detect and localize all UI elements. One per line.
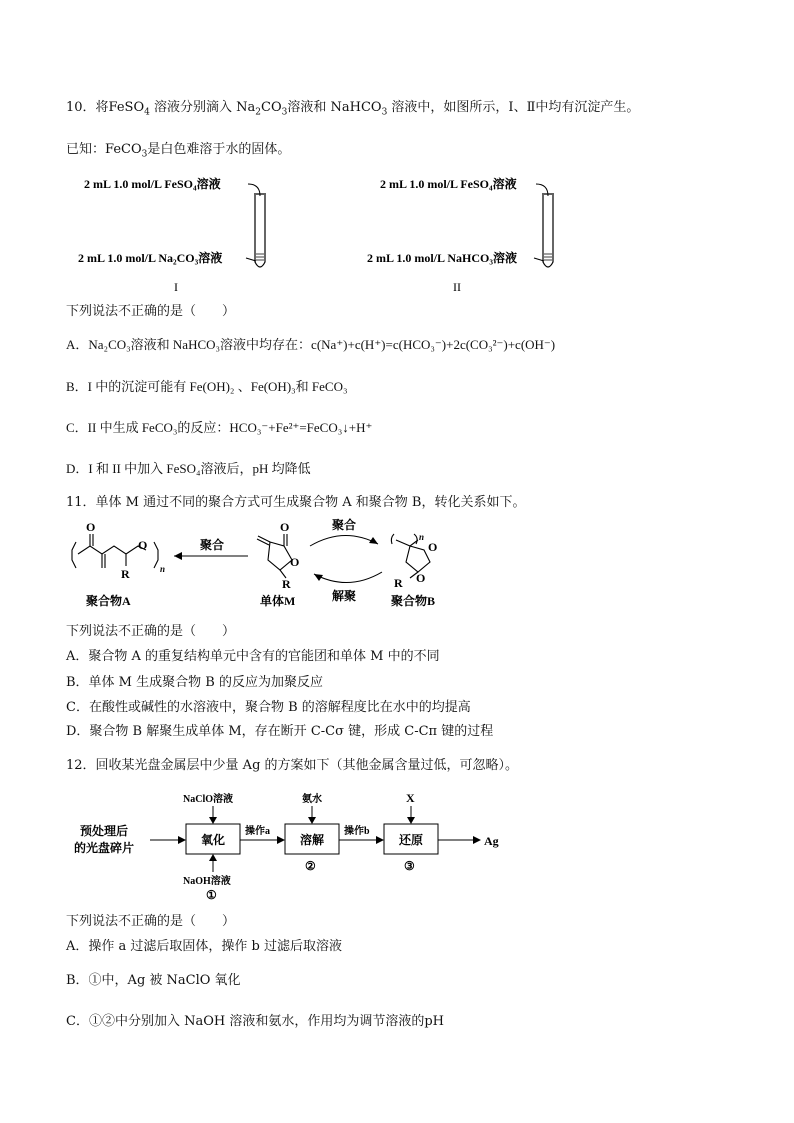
tube1-glass <box>254 194 266 267</box>
monomer-m-ring <box>268 542 292 570</box>
polymer-a-n: n <box>160 564 166 574</box>
flow-reagent-x: X <box>406 791 415 805</box>
flow-product-ag: Ag <box>484 834 499 848</box>
polymer-a-atom-o1: O <box>86 520 96 534</box>
tube1-bottom-label: 2 mL 1.0 mol/L Na₂CO₃溶液 <box>78 251 223 265</box>
q12-option-b: B．①中，Ag 被 NaClO 氧化 <box>66 973 241 988</box>
arrow-bottom-label: 解聚 <box>332 589 357 603</box>
q10-known: 已知：FeCO$_3$是白色难溶于水的固体。 <box>66 142 291 160</box>
tube1-number: I <box>174 280 178 294</box>
polymer-a-label: 聚合物A <box>86 594 131 608</box>
flow-arrow-4 <box>438 836 481 844</box>
arrow-depolymerize <box>314 572 382 583</box>
q12-option-a: A．操作 a 过滤后取固体，操作 b 过滤后取溶液 <box>66 939 342 954</box>
flow-arrow-naclo <box>209 806 217 824</box>
polymer-b-ring <box>406 546 430 572</box>
flow-arrow-ammonia <box>308 806 316 824</box>
flow-step-num-2: ② <box>305 859 316 873</box>
polymer-a-atom-o2: O <box>138 538 148 552</box>
flow-arrow-3 <box>339 836 384 844</box>
tube2-glass <box>542 194 554 267</box>
q10-stem: 10．将FeSO$_4$ 溶液分别滴入 $Na_2CO_3$溶液和 NaHCO$_3$ 溶液中，如图所示，Ⅰ、Ⅱ中均有沉淀产生。 <box>66 100 640 118</box>
flow-arrow-2 <box>240 836 285 844</box>
monomer-m-exo-ene <box>257 536 270 545</box>
polymer-b-atom-o1: O <box>428 540 438 554</box>
q11-ask: 下列说法不正确的是（ ） <box>66 624 236 639</box>
polymer-b-atom-o2: O <box>416 571 426 585</box>
q11-option-d: D．聚合物 B 解聚生成单体 M，存在断开 C-Cσ 键，形成 C-Cπ 键的过程 <box>66 724 494 739</box>
flow-reagent-naoh: NaOH溶液 <box>183 876 231 887</box>
polymer-a-bracket-right <box>154 542 158 568</box>
q10-option-b: B．I 中的沉淀可能有 Fe(OH)₂ 、Fe(OH)₃和 FeCO₃ <box>66 379 348 394</box>
q10-option-d: D．I 和 II 中加入 FeSO₄溶液后，pH 均降低 <box>66 461 311 476</box>
polymer-a-atom-r: R <box>121 567 130 581</box>
tube1-liquid <box>256 254 264 260</box>
monomer-m-atom-r: R <box>282 577 291 591</box>
q10-option-c: C．II 中生成 FeCO₃的反应：HCO₃⁻+Fe²⁺=FeCO₃↓+H⁺ <box>66 420 373 435</box>
polymer-b-n: n <box>419 532 425 542</box>
monomer-m-atom-o1: O <box>280 520 290 534</box>
q10-ask: 下列说法不正确的是（ ） <box>66 304 236 319</box>
arrow-left-label: 聚合 <box>200 538 225 552</box>
monomer-m-label: 单体M <box>260 594 296 608</box>
arrow-top-label: 聚合 <box>332 518 357 532</box>
polymer-b-bracket-left <box>391 534 394 544</box>
flow-box-reduce-label: 还原 <box>399 833 424 847</box>
q12-ask: 下列说法不正确的是（ ） <box>66 914 236 929</box>
flow-box-dissolve-label: 溶解 <box>300 833 325 847</box>
polymer-b-atom-r: R <box>394 576 403 590</box>
flow-box-oxidize-label: 氧化 <box>201 833 226 847</box>
polymer-a-ene <box>102 554 105 568</box>
polymer-scheme <box>64 516 484 616</box>
q11-option-c: C．在酸性或碱性的水溶液中，聚合物 B 的溶解程度比在水中的均提高 <box>66 700 471 715</box>
arrow-polymerize-top <box>310 535 378 546</box>
tube-1 <box>78 176 266 294</box>
tube2-top-label: 2 mL 1.0 mol/L FeSO₄溶液 <box>380 177 517 191</box>
flow-arrow-1 <box>150 836 186 844</box>
q11-stem: 11．单体 M 通过不同的聚合方式可生成聚合物 A 和聚合物 B，转化关系如下。 <box>66 495 526 510</box>
silver-recovery-flowchart <box>70 786 530 906</box>
q11-option-b: B．单体 M 生成聚合物 B 的反应为加聚反应 <box>66 675 323 690</box>
polymer-b-chain <box>396 540 418 546</box>
flow-op-b: 操作b <box>344 826 370 837</box>
test-tube-figure <box>60 168 600 298</box>
flow-start-line1: 预处理后 <box>80 824 129 838</box>
flow-arrow-naoh <box>209 854 217 872</box>
polymer-a-chain <box>78 546 146 554</box>
q12-option-c: C．①②中分别加入 NaOH 溶液和氨水，作用均为调节溶液的pH <box>66 1014 444 1029</box>
flow-arrow-x <box>407 806 415 824</box>
monomer-m-atom-o2: O <box>290 555 300 569</box>
q12-stem: 12．回收某光盘金属层中少量 Ag 的方案如下（其他金属含量过低，可忽略）。 <box>66 758 519 773</box>
tube2-liquid <box>544 254 552 260</box>
monomer-m-structure <box>257 534 292 578</box>
polymer-a-bracket-left <box>72 542 76 568</box>
tube1-top-label: 2 mL 1.0 mol/L FeSO₄溶液 <box>84 177 221 191</box>
q10-option-a: A．Na₂CO₃溶液和 NaHCO₃溶液中均存在：c(Na⁺)+c(H⁺)=c(HCO₃⁻)+2c(CO₃²⁻)+c(OH⁻) <box>66 337 556 352</box>
q11-option-a: A．聚合物 A 的重复结构单元中含有的官能团和单体 M 中的不同 <box>66 649 440 664</box>
tube2-bottom-label: 2 mL 1.0 mol/L NaHCO₃溶液 <box>367 251 517 265</box>
tube-2 <box>367 176 554 294</box>
monomer-m-carbonyl <box>284 534 287 546</box>
flow-op-a: 操作a <box>245 826 270 837</box>
polymer-a-carbonyl <box>90 534 93 546</box>
tube2-number: II <box>453 280 461 294</box>
flow-reagent-ammonia: 氨水 <box>302 794 322 805</box>
flow-start-line2: 的光盘碎片 <box>74 841 135 855</box>
flow-step-num-3: ③ <box>404 859 415 873</box>
flow-step-num-1: ① <box>206 888 217 902</box>
polymer-b-label: 聚合物B <box>391 594 436 608</box>
flow-reagent-naclo: NaClO溶液 <box>183 794 233 805</box>
arrow-polymerize-left <box>174 552 248 560</box>
